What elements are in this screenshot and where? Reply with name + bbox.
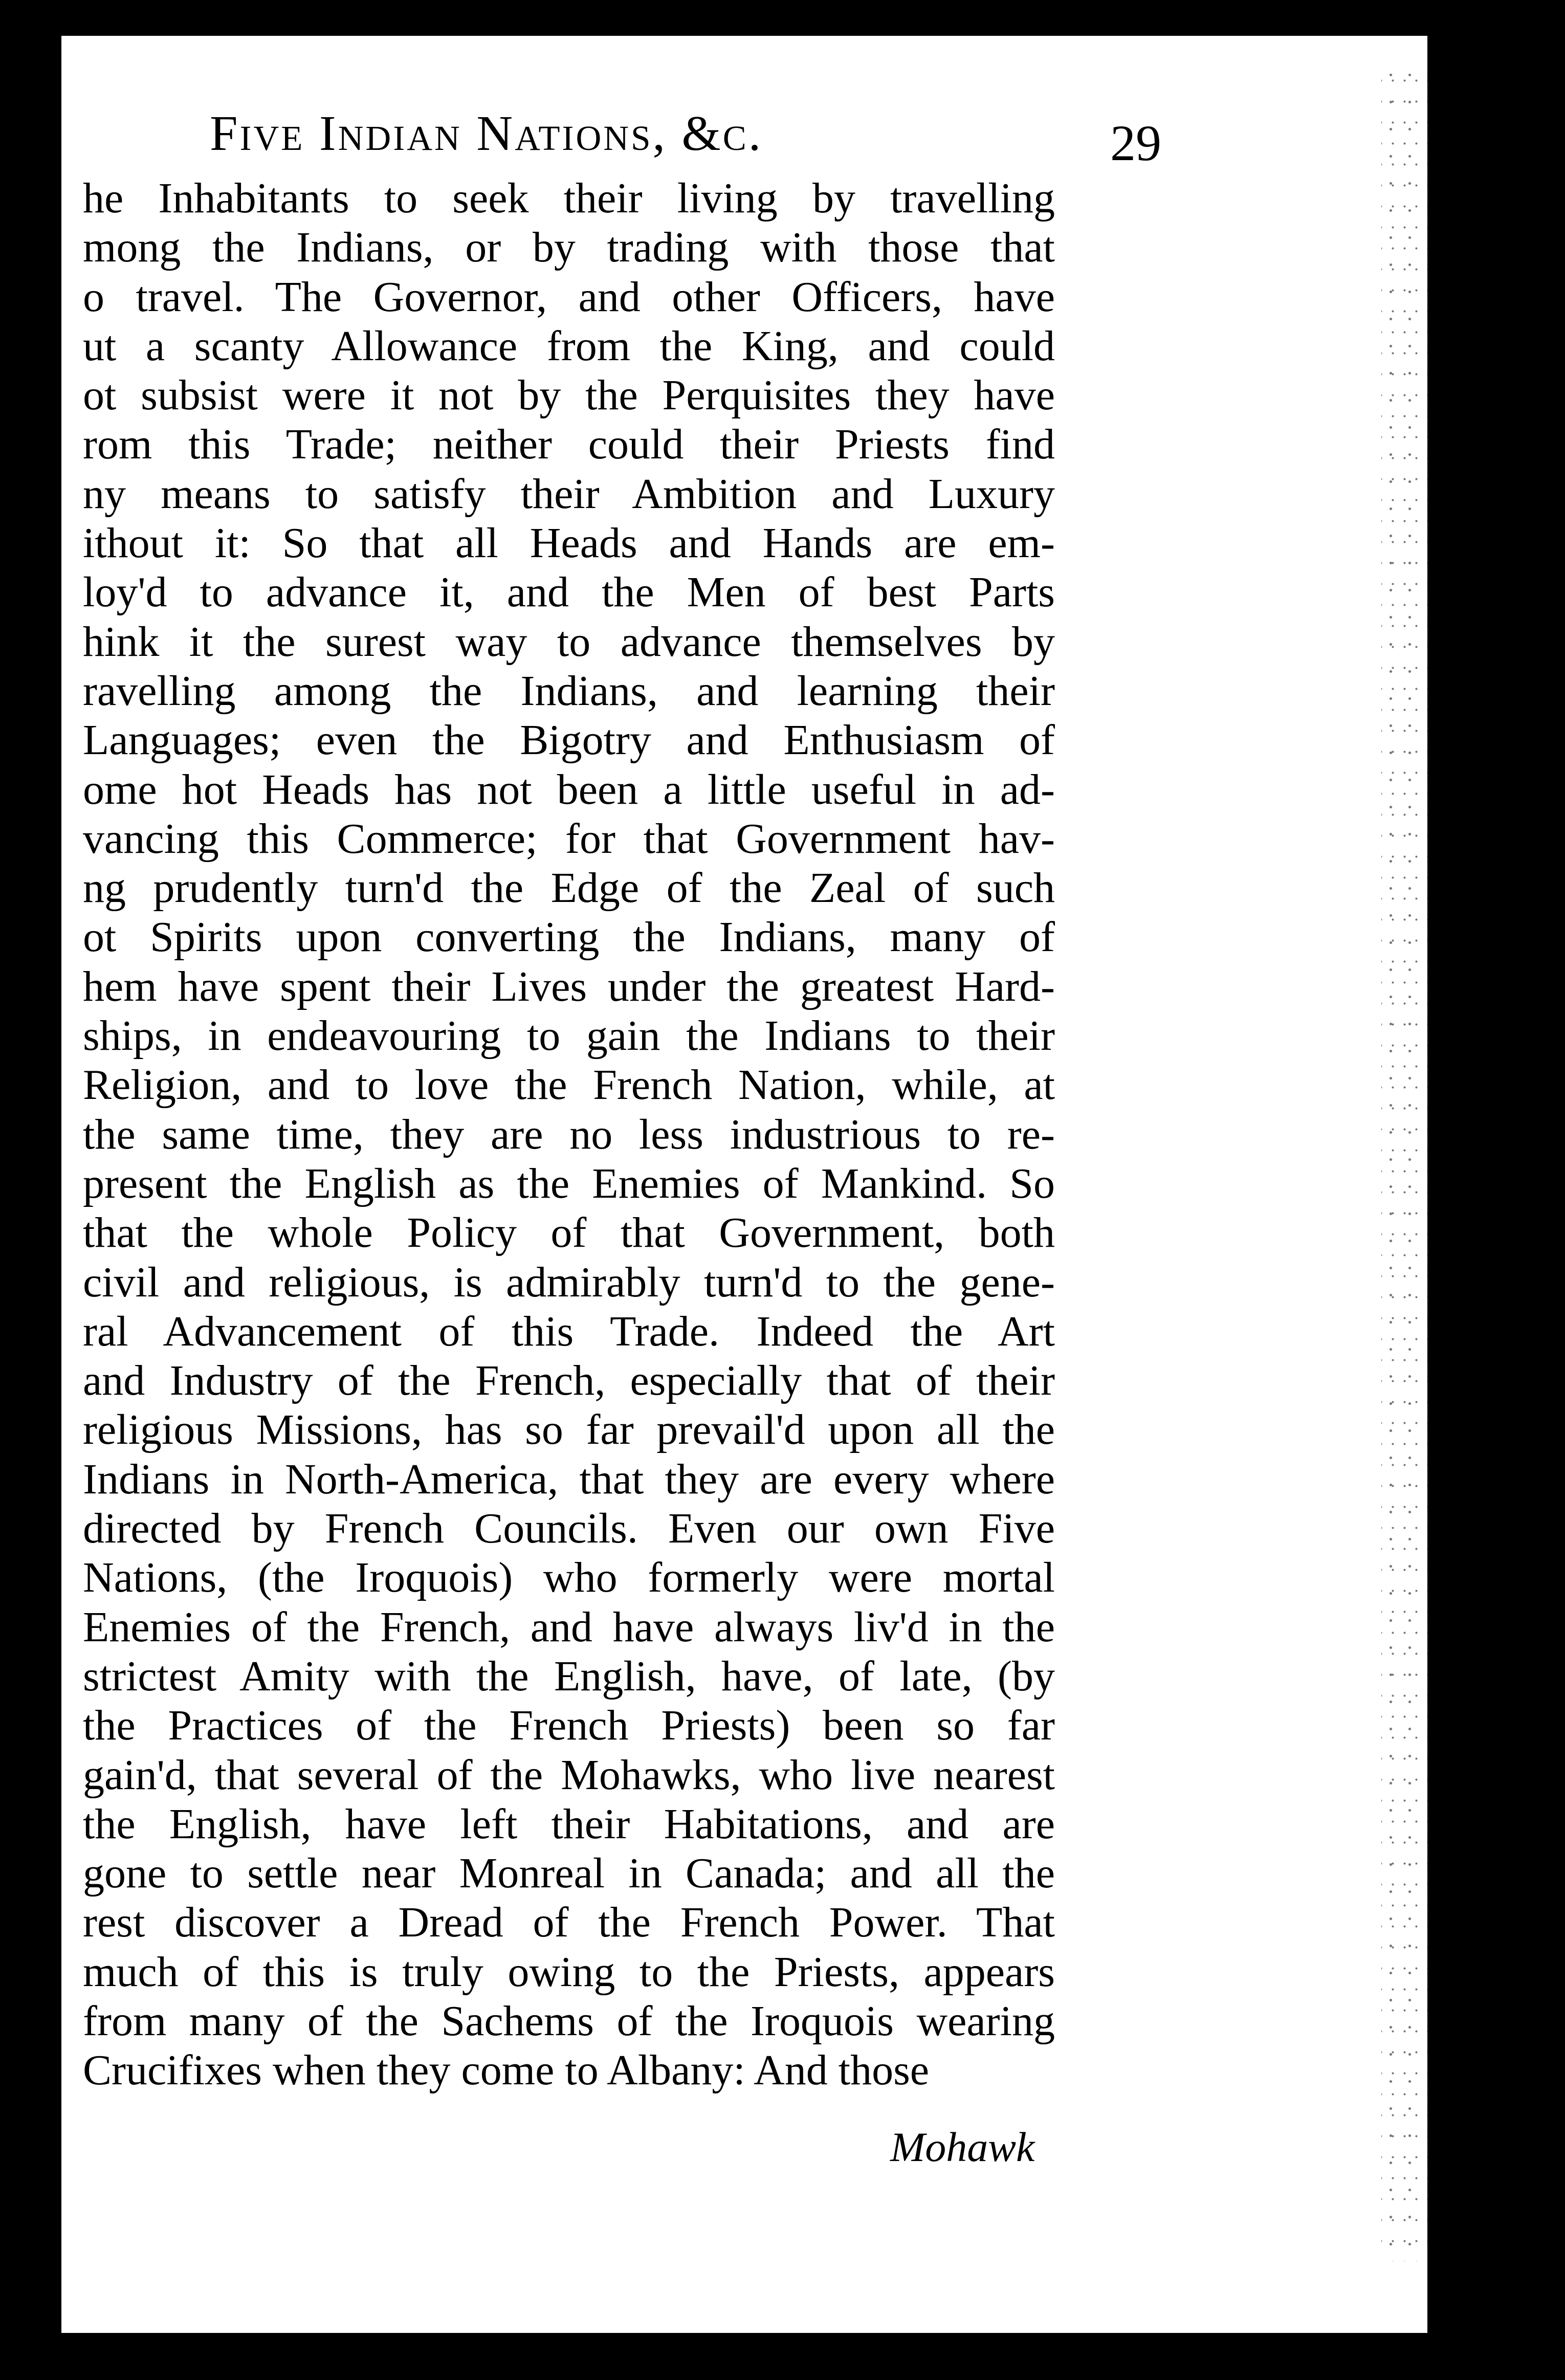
- text-line: hink it the surest way to advance themselves by: [83, 618, 1055, 666]
- text-line: Nations, (the Iroquois) who formerly were mortal: [83, 1554, 1055, 1602]
- text-line: ravelling among the Indians, and learning their: [83, 667, 1055, 715]
- text-line: ral Advancement of this Trade. Indeed the Art: [83, 1307, 1055, 1355]
- text-line: he Inhabitants to seek their living by travelling: [83, 174, 1055, 222]
- text-line: gone to settle near Monreal in Canada; and all the: [83, 1849, 1055, 1898]
- text-line: the English, have left their Habitations, and are: [83, 1800, 1055, 1848]
- text-line: ot Spirits upon converting the Indians, many of: [83, 913, 1055, 961]
- text-line: Enemies of the French, and have always liv'd in the: [83, 1603, 1055, 1651]
- text-line: mong the Indians, or by trading with those that: [83, 224, 1055, 272]
- text-line: rom this Trade; neither could their Priests find: [83, 421, 1055, 469]
- text-line: hem have spent their Lives under the greatest Hard-: [83, 962, 1055, 1010]
- page-number: 29: [1110, 115, 1161, 171]
- text-line: religious Missions, has so far prevail'd upon all the: [83, 1406, 1055, 1454]
- text-line: ot subsist were it not by the Perquisites they have: [83, 371, 1055, 420]
- text-line: loy'd to advance it, and the Men of best Parts: [83, 568, 1055, 616]
- text-line: ome hot Heads has not been a little useful in ad-: [83, 765, 1055, 813]
- text-line: Crucifixes when they come to Albany: And those: [83, 2046, 930, 2095]
- text-line: Religion, and to love the French Nation, while, at: [83, 1061, 1055, 1109]
- text-line: ithout it: So that all Heads and Hands are em-: [83, 519, 1055, 567]
- text-line: the same time, they are no less industrious to re-: [83, 1110, 1055, 1158]
- scan-bottom-border: [0, 2333, 1565, 2380]
- text-line: gain'd, that several of the Mohawks, who live nearest: [83, 1751, 1055, 1799]
- scan-right-noise: [1381, 61, 1453, 2261]
- running-title: Five Indian Nations, &c.: [210, 106, 763, 161]
- text-line: ng prudently turn'd the Edge of the Zeal of such: [83, 864, 1055, 912]
- text-line: present the English as the Enemies of Mankind. So: [83, 1159, 1055, 1207]
- text-line: directed by French Councils. Even our own Five: [83, 1505, 1055, 1553]
- scan-top-border: [0, 0, 1565, 36]
- text-line: vancing this Commerce; for that Government hav-: [83, 814, 1055, 863]
- text-line: ut a scanty Allowance from the King, and could: [83, 322, 1055, 370]
- text-line: much of this is truly owing to the Priests, appears: [83, 1948, 1055, 1996]
- text-line: o travel. The Governor, and other Officers, have: [83, 273, 1055, 321]
- text-line: Indians in North-America, that they are every where: [83, 1455, 1055, 1503]
- text-line: ships, in endeavouring to gain the Indians to their: [83, 1012, 1055, 1060]
- text-line: that the whole Policy of that Government, both: [83, 1209, 1055, 1257]
- catchword: Mohawk: [890, 2124, 1035, 2170]
- text-line: and Industry of the French, especially that of their: [83, 1357, 1055, 1405]
- text-line: strictest Amity with the English, have, of late, (by: [83, 1652, 1055, 1700]
- body-text: [83, 174, 1055, 2096]
- text-line: Languages; even the Bigotry and Enthusiasm of: [83, 716, 1055, 764]
- text-line: rest discover a Dread of the French Power. That: [83, 1899, 1055, 1947]
- text-line: from many of the Sachems of the Iroquois wearing: [83, 1997, 1055, 2045]
- text-line: civil and religious, is admirably turn'd to the gene-: [83, 1258, 1055, 1306]
- text-line: ny means to satisfy their Ambition and Luxury: [83, 470, 1055, 518]
- text-line: the Practices of the French Priests) been so far: [83, 1702, 1055, 1750]
- scan-left-binding: [0, 0, 61, 2380]
